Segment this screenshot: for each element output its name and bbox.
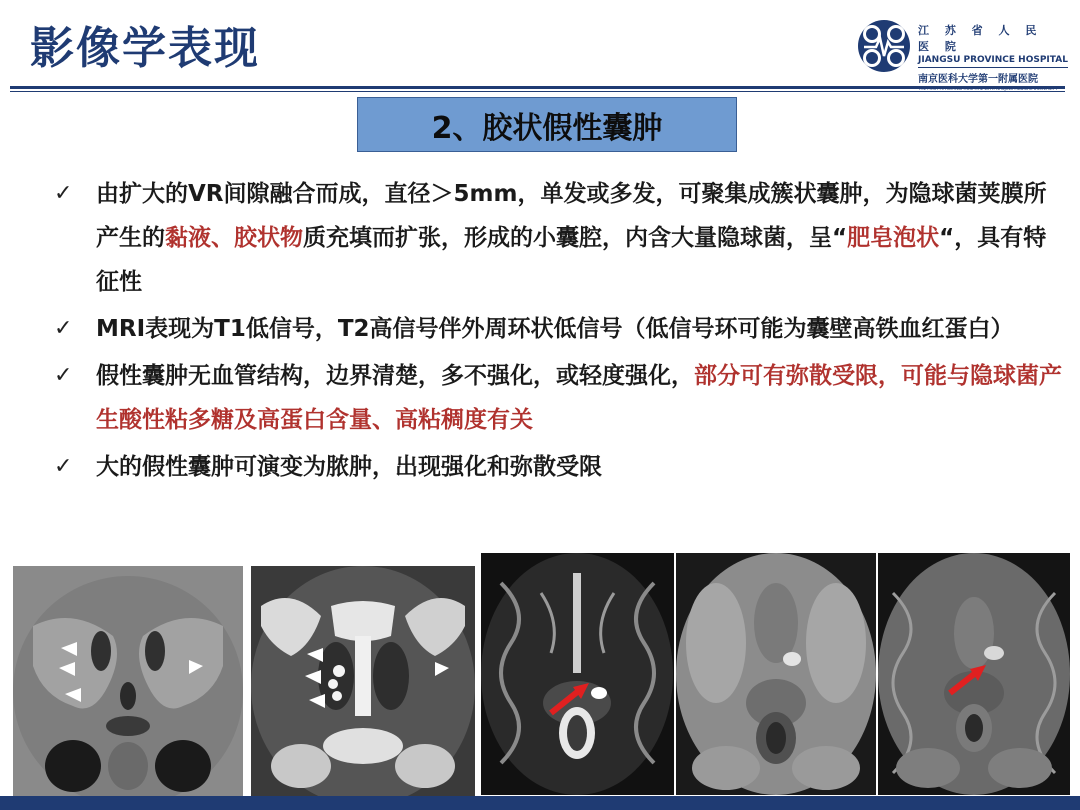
logo-en-name: JIANGSU PROVINCE HOSPITAL (918, 55, 1068, 65)
checkmark-icon: ✓ (54, 316, 73, 341)
footer-bar (0, 796, 1080, 810)
header-rule-thick (10, 86, 1065, 89)
checkmark-icon: ✓ (54, 363, 73, 388)
logo-text (918, 22, 1068, 91)
header-rule-thin (10, 91, 1065, 92)
mri-t1-basal-ganglia (13, 566, 243, 796)
bullet-list (50, 172, 1065, 489)
bullet-highlight-text: 部分可有弥散受限，可能与隐球菌产生酸性粘多糖及高蛋白含量、高粘稠度有关 (96, 363, 1062, 433)
bullet-item (50, 307, 1065, 351)
logo-cn-subtitle: 南京医科大学第一附属医院 (918, 67, 1068, 85)
page-title: 影像学表现 (30, 23, 260, 74)
mri-image-strip (0, 553, 1080, 793)
bullet-text: 假性囊肿无血管结构，边界清楚，多不强化，或轻度强化， (96, 363, 694, 389)
bullet-item (50, 172, 1065, 304)
bullet-highlight-text: 黏液、胶状物 (165, 225, 303, 251)
bullet-text: 大的假性囊肿可演变为脓肿，出现强化和弥散受限 (96, 454, 602, 480)
mri-t1-contrast-midbrain (878, 553, 1070, 795)
checkmark-icon: ✓ (54, 181, 73, 206)
logo-cn-name: 江 苏 省 人 民 医 院 (918, 24, 1043, 53)
mri-t2-basal-ganglia (251, 566, 475, 796)
mri-dwi-midbrain (676, 553, 876, 795)
hospital-emblem-icon (856, 18, 912, 74)
bullet-text: MRI表现为T1低信号，T2高信号伴外周环状低信号（低信号环可能为囊壁高铁血红蛋白） (96, 316, 1014, 342)
bullet-item (50, 354, 1065, 442)
bullet-highlight-text: 肥皂泡状 (847, 225, 940, 251)
section-title: 2、胶状假性囊肿 (357, 97, 737, 152)
bullet-text: 由扩大的VR间隙融合而成，直径＞5mm，单发或多发，可聚集成簇状囊肿，为隐球菌荚膜所产生的 (96, 181, 1047, 251)
bullet-text: 质充填而扩张，形成的小囊腔，内含大量隐球菌，呈“ (303, 225, 848, 251)
bullet-text: “，具有特征性 (96, 225, 1047, 295)
hospital-logo (856, 18, 1068, 85)
checkmark-icon: ✓ (54, 454, 73, 479)
mri-t2-midbrain (481, 553, 674, 795)
bullet-item (50, 445, 1065, 489)
